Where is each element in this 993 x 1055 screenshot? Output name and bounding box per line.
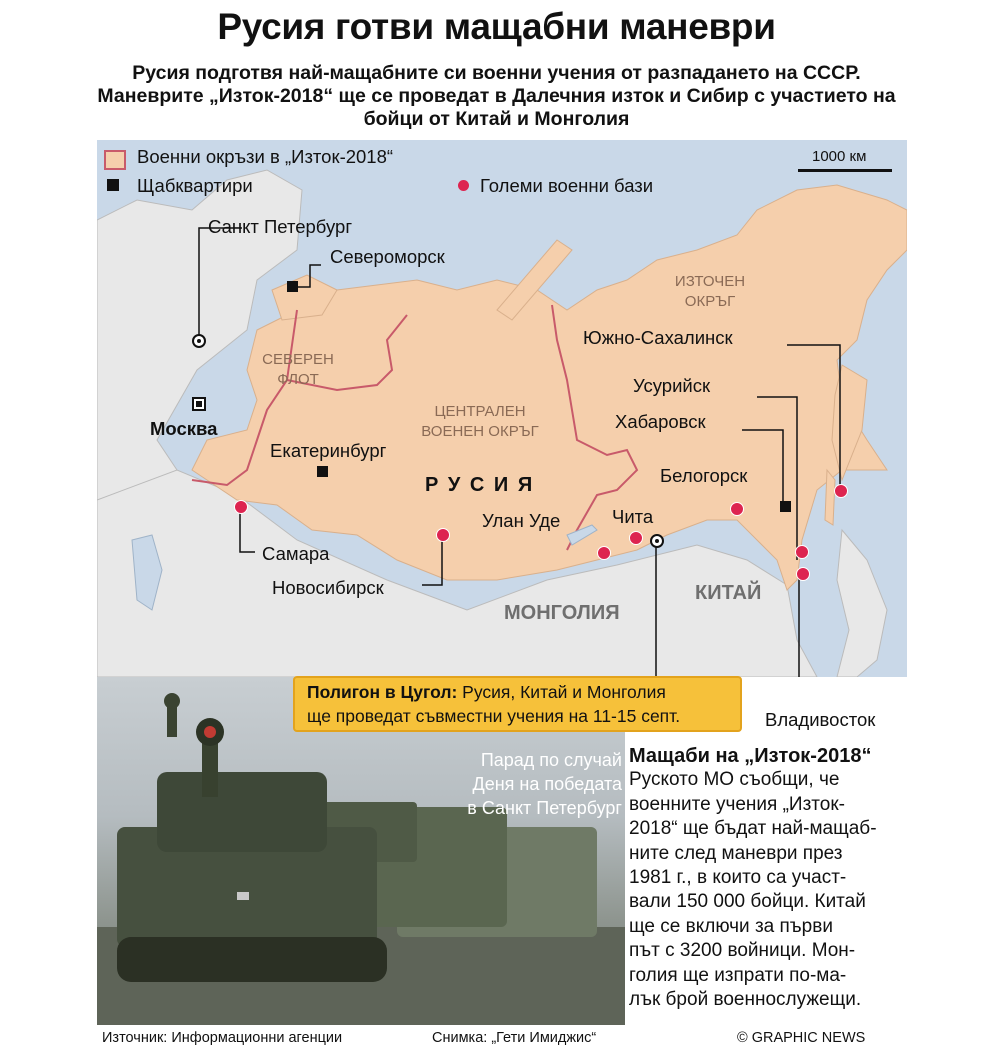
legend-bases-label: Големи военни бази — [480, 175, 654, 196]
sidebar-line: лък брой военнослужещи. — [629, 989, 862, 1011]
sidebar-line: голия ще изпрати по-ма- — [629, 964, 847, 986]
vladivostok-base-icon — [796, 567, 810, 581]
sidebar-line: ните след маневри през — [629, 842, 843, 864]
photo-caption — [390, 748, 622, 820]
ussuriysk-base-icon — [795, 545, 809, 559]
belogorsk-base-icon — [730, 502, 744, 516]
city-st-petersburg: Санкт Петербург — [208, 216, 353, 237]
city-yekaterinburg: Екатеринбург — [270, 440, 387, 461]
land-japan — [837, 530, 887, 677]
city-ulan-ude: Улан Уде — [482, 510, 561, 531]
sakhalin — [825, 470, 835, 525]
legend-districts-label: Военни окръзи в „Изток-2018“ — [137, 146, 394, 167]
country-mongolia: МОНГОЛИЯ — [504, 602, 620, 624]
yekaterinburg-hq-icon — [317, 466, 328, 477]
footer-copyright: © GRAPHIC NEWS — [737, 1030, 866, 1046]
sidebar-line: 1981 г., в които са участ- — [629, 867, 847, 889]
city-novosibirsk: Новосибирск — [272, 577, 384, 598]
city-moscow: Москва — [150, 418, 218, 439]
tsugol-callout — [293, 676, 742, 732]
sidebar-line: Руското МО съобщи, че — [629, 769, 840, 791]
page-subtitle: Русия подготвя най-мащабните си военни учения от разпадането на СССР. Маневрите „Изток-2018“ ще се проведат в Далечния изток и Сибир с участието на бойци от Китай и Монголия — [97, 62, 896, 130]
samara-base-icon — [234, 500, 248, 514]
legend-hq-icon — [107, 179, 119, 191]
scale-bar — [798, 169, 892, 172]
country-russia: Р У С И Я — [425, 474, 535, 496]
chita-marker — [650, 534, 664, 548]
city-khabarovsk: Хабаровск — [615, 411, 706, 432]
city-severomorsk: Североморск — [330, 246, 445, 267]
city-samara: Самара — [262, 543, 330, 564]
caption-line-1: Парад по случай — [480, 750, 622, 770]
khabarovsk-hq-icon — [780, 501, 791, 512]
chita-base-icon — [629, 531, 643, 545]
city-yuzhno-sakhalinsk: Южно-Сахалинск — [583, 327, 733, 348]
callout-line-1: Русия, Китай и Монголия — [457, 682, 666, 702]
sidebar-line: ще се включи за първи — [629, 915, 833, 937]
footer — [97, 1030, 907, 1050]
ulan-ude-base-icon — [597, 546, 611, 560]
sidebar-line: 2018“ ще бъдат най-мащаб- — [629, 818, 877, 840]
footer-source: Източник: Информационни агенции — [102, 1030, 343, 1046]
scale-label: 1000 км — [812, 148, 867, 165]
st-petersburg-marker — [192, 334, 206, 348]
sidebar-heading: Мащаби на „Изток-2018“ — [629, 745, 872, 767]
callout-line-2: ще проведат съвместни учения на 11-15 септ. — [307, 706, 681, 726]
scale-sidebar — [629, 744, 901, 1012]
sidebar-line: военните учения „Изток- — [629, 793, 845, 815]
sidebar-line: път с 3200 войници. Мон- — [629, 940, 856, 962]
legend-hq-label: Щабквартири — [137, 175, 253, 196]
footer-photo-credit: Снимка: „Гети Имиджис“ — [432, 1030, 597, 1046]
city-vladivostok: Владивосток — [765, 709, 876, 730]
novosibirsk-base-icon — [436, 528, 450, 542]
caption-line-3: в Санкт Петербург — [467, 798, 622, 818]
city-chita: Чита — [612, 506, 654, 527]
page-title: Русия готви мащабни маневри — [217, 6, 776, 47]
country-china: КИТАЙ — [695, 582, 762, 604]
city-belogorsk: Белогорск — [660, 465, 748, 486]
severomorsk-hq-icon — [287, 281, 298, 292]
sidebar-line: вали 150 000 бойци. Китай — [629, 891, 866, 913]
yuzhno-sakhalinsk-base-icon — [834, 484, 848, 498]
city-ussuriysk: Усурийск — [633, 375, 711, 396]
legend-base-icon — [458, 180, 469, 191]
district-north-label: СЕВЕРЕН ФЛОТ — [262, 351, 334, 388]
district-east-label: ИЗТОЧЕН ОКРЪГ — [674, 273, 746, 310]
moscow-marker — [192, 397, 206, 411]
callout-bold: Полигон в Цугол: — [307, 682, 458, 702]
caption-line-2: Деня на победата — [472, 774, 622, 794]
legend-district-swatch — [104, 150, 126, 170]
district-central-label: ЦЕНТРАЛЕН ВОЕНЕН ОКРЪГ — [421, 403, 539, 440]
